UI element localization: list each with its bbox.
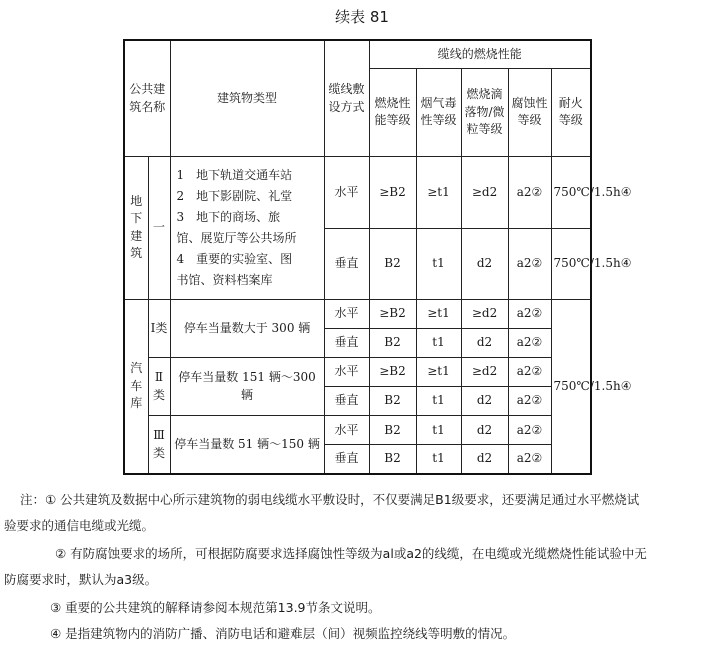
cell-laying: 垂直 — [324, 387, 369, 416]
garage-type-2: 停车当量数 151 辆～300 辆 — [170, 357, 324, 415]
note-1-line-1: 注：① 公共建筑及数据中心所示建筑物的弱电线缆水平敷设时，不仅要满足B1级要求，还要满足通过水平燃烧试 — [20, 492, 640, 507]
cell-smoke: ≥t1 — [416, 357, 461, 386]
garage-type-1: 停车当量数大于 300 辆 — [170, 299, 324, 357]
cell-burn: ≥B2 — [369, 357, 416, 386]
cell-laying: 水平 — [324, 416, 369, 445]
cell-corrosion: a2② — [508, 299, 551, 328]
group-underground: 地下建筑 — [124, 157, 148, 300]
cell-burn: B2 — [369, 445, 416, 474]
note-2-line-1: ② 有防腐蚀要求的场所，可根据防腐要求选择腐蚀性等级为al或a2的线缆，在电缆或光缆燃烧性能试验中无 — [55, 546, 647, 561]
garage-fire-resistance: 750℃/1.5h④ — [551, 299, 591, 474]
cell-drops: d2 — [461, 445, 508, 474]
cable-fire-performance-table — [123, 39, 632, 475]
cell-drops: ≥d2 — [461, 357, 508, 386]
garage-class-2: Ⅱ类 — [148, 357, 170, 415]
cell-drops: d2 — [461, 387, 508, 416]
note-3: ③ 重要的公共建筑的解释请参阅本规范第13.9节条文说明。 — [50, 600, 381, 615]
garage-type-3: 停车当量数 51 辆～150 辆 — [170, 416, 324, 474]
cell-corrosion: a2② — [508, 445, 551, 474]
cell-burn: B2 — [369, 328, 416, 357]
cell-drops: ≥d2 — [461, 157, 508, 229]
cell-corrosion: a2② — [508, 229, 551, 299]
underground-class: 一 — [148, 157, 170, 300]
cell-burn: B2 — [369, 416, 416, 445]
table-row — [124, 157, 591, 229]
cell-drops: ≥d2 — [461, 299, 508, 328]
cell-drops: d2 — [461, 416, 508, 445]
cell-smoke: t1 — [416, 387, 461, 416]
cell-corrosion: a2② — [508, 387, 551, 416]
cell-smoke: ≥t1 — [416, 299, 461, 328]
note-1-line-2: 验要求的通信电缆或光缆。 — [4, 518, 155, 533]
header-category: 公共建筑名称 — [124, 40, 170, 157]
cell-fire: 750℃/1.5h④ — [551, 229, 591, 299]
cell-smoke: t1 — [416, 416, 461, 445]
table-row — [124, 416, 591, 445]
cell-burn: ≥B2 — [369, 299, 416, 328]
cell-laying: 垂直 — [324, 445, 369, 474]
header-fire-resistance: 耐火等级 — [551, 68, 591, 156]
garage-class-3: Ⅲ类 — [148, 416, 170, 474]
group-garage: 汽车库 — [124, 299, 148, 474]
table-title: 续表 81 — [335, 8, 389, 26]
header-building-type: 建筑物类型 — [170, 40, 324, 157]
underground-building-types: 1 地下轨道交通车站 2 地下影剧院、礼堂 3 地下的商场、旅 馆、展览厅等公共场所 4 重要的实验室、图 书馆、资料档案库 — [170, 157, 324, 300]
cell-burn: ≥B2 — [369, 157, 416, 229]
cell-smoke: ≥t1 — [416, 157, 461, 229]
cell-laying: 水平 — [324, 299, 369, 328]
cell-laying: 垂直 — [324, 229, 369, 299]
header-smoke-toxicity: 烟气毒性等级 — [416, 68, 461, 156]
header-corrosion: 腐蚀性等级 — [508, 68, 551, 156]
cell-corrosion: a2② — [508, 357, 551, 386]
cell-laying: 水平 — [324, 157, 369, 229]
header-burn-grade: 燃烧性能等级 — [369, 68, 416, 156]
cell-corrosion: a2② — [508, 157, 551, 229]
cell-burn: B2 — [369, 387, 416, 416]
table-row — [124, 299, 591, 328]
cell-laying: 水平 — [324, 357, 369, 386]
cell-drops: d2 — [461, 229, 508, 299]
table-row — [124, 357, 591, 386]
cell-smoke: t1 — [416, 328, 461, 357]
cell-burn: B2 — [369, 229, 416, 299]
note-4: ④ 是指建筑物内的消防广播、消防电话和避难层（间）视频监控绕线等明敷的情况。 — [50, 626, 516, 641]
garage-class-1: Ⅰ类 — [148, 299, 170, 357]
cell-fire: 750℃/1.5h④ — [551, 157, 591, 229]
cell-smoke: t1 — [416, 229, 461, 299]
cell-corrosion: a2② — [508, 328, 551, 357]
cell-smoke: t1 — [416, 445, 461, 474]
cell-laying: 垂直 — [324, 328, 369, 357]
cell-drops: d2 — [461, 328, 508, 357]
cell-corrosion: a2② — [508, 416, 551, 445]
header-drops: 燃烧滴落物/微粒等级 — [461, 68, 508, 156]
header-combustion-group: 缆线的燃烧性能 — [369, 40, 591, 68]
note-2-line-2: 防腐要求时，默认为a3级。 — [4, 572, 158, 587]
header-laying: 缆线敷设方式 — [324, 40, 369, 157]
